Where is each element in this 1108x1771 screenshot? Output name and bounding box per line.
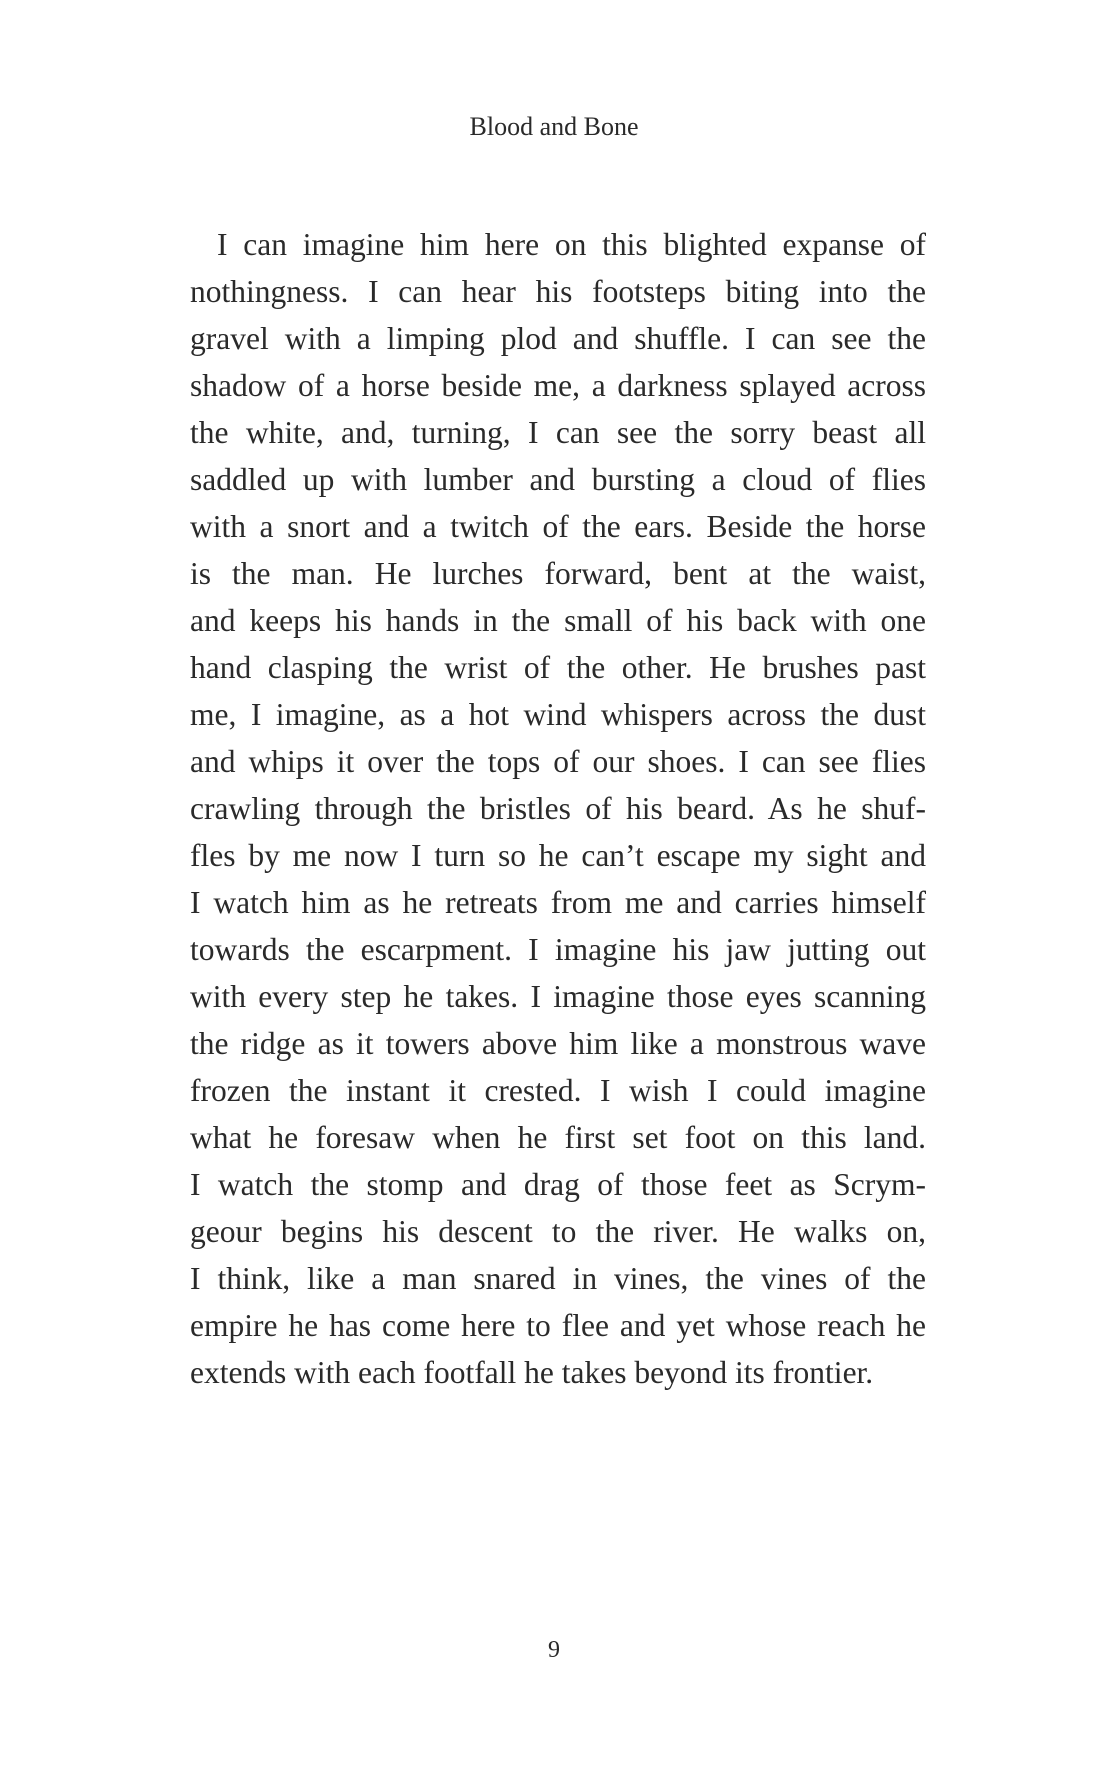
paragraph-line: hand clasping the wrist of the other. He brushes past (190, 650, 926, 685)
paragraph-line: nothingness. I can hear his footsteps biting into the (190, 274, 926, 309)
paragraph-line: the white, and, turning, I can see the sorry beast all (190, 415, 926, 450)
paragraph-line: I can imagine him here on this blighted expanse of (217, 227, 926, 262)
paragraph-line: gravel with a limping plod and shuffle. I can see the (190, 321, 926, 356)
paragraph-line: shadow of a horse beside me, a darkness splayed across (190, 368, 926, 403)
paragraph-line: crawling through the bristles of his beard. As he shuf- (190, 791, 926, 826)
paragraph-line: I watch him as he retreats from me and carries himself (190, 885, 926, 920)
paragraph-line: extends with each footfall he takes beyond its frontier. (190, 1355, 874, 1390)
paragraph-line: and keeps his hands in the small of his back with one (190, 603, 926, 638)
running-head: Blood and Bone (469, 112, 639, 141)
paragraph-line: with a snort and a twitch of the ears. Beside the horse (190, 509, 926, 544)
paragraph-line: and whips it over the tops of our shoes. I can see flies (190, 744, 926, 779)
paragraph-line: the ridge as it towers above him like a monstrous wave (190, 1026, 926, 1061)
paragraph-line: with every step he takes. I imagine those eyes scanning (190, 979, 926, 1014)
body-paragraph (190, 221, 926, 1396)
paragraph-line: is the man. He lurches forward, bent at the waist, (190, 556, 926, 591)
paragraph-line: empire he has come here to flee and yet whose reach he (190, 1308, 926, 1343)
paragraph-line: what he foresaw when he first set foot on this land. (190, 1120, 926, 1155)
paragraph-line: geour begins his descent to the river. He walks on, (190, 1214, 926, 1249)
paragraph-line: I think, like a man snared in vines, the vines of the (190, 1261, 926, 1296)
paragraph-line: saddled up with lumber and bursting a cloud of flies (190, 462, 926, 497)
page-number: 9 (548, 1637, 560, 1663)
paragraph-line: frozen the instant it crested. I wish I could imagine (190, 1073, 926, 1108)
paragraph-line: towards the escarpment. I imagine his jaw jutting out (190, 932, 926, 967)
paragraph-line: I watch the stomp and drag of those feet as Scrym- (190, 1167, 926, 1202)
paragraph-line: me, I imagine, as a hot wind whispers across the dust (190, 697, 926, 732)
paragraph-line: fles by me now I turn so he can’t escape my sight and (190, 838, 926, 873)
